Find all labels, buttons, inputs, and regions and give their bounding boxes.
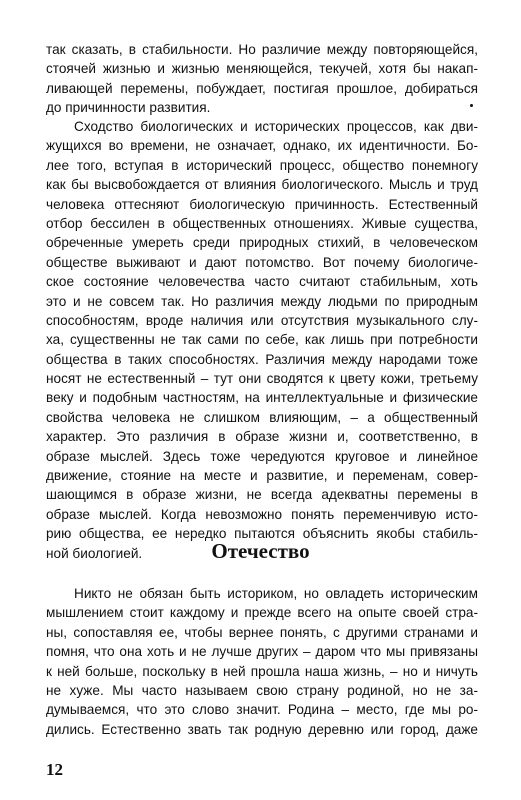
text-line: дились. Естественно звать так родную деревню или город, даже xyxy=(46,721,478,737)
text-line: образе мыслей. Когда невозможно понять переменчивую исто- xyxy=(46,506,478,522)
text-line: человека оттесняют биологическую причинность. Естественный xyxy=(46,196,478,212)
text-line: к ней больше, поскольку в ней прошла наша жизнь, – но и ничуть xyxy=(46,663,478,679)
text-line: отбор бессилен в общественных отношениях. Живые существа, xyxy=(46,215,478,231)
text-line: не хуже. Мы часто называем свою страну родиной, но не за- xyxy=(46,682,478,698)
page-number: 12 xyxy=(46,760,63,779)
stray-dot xyxy=(470,104,473,107)
text-line: рию общества, ее нередко пытаются объяснить якобы стабиль- xyxy=(46,526,478,542)
text-line: ское состояние человечества часто считают стабильным, хоть xyxy=(46,274,478,290)
text-line: обществе выживают и дают потомство. Вот почему биологиче- xyxy=(46,254,478,270)
text-line: движение, стояние на месте и развитие, и переменам, совер- xyxy=(46,468,478,484)
paragraph-biology xyxy=(46,117,478,563)
text-line: образе мыслей. Здесь тоже чередуются круговое и линейное xyxy=(46,448,478,464)
text-line: это и не совсем так. Но различия между людьми по природным xyxy=(46,293,478,309)
text-line: ны, сопоставляя ее, чтобы вернее понять, с другими странами и xyxy=(46,624,478,640)
text-line: стоячей жизнью и жизнью меняющейся, текучей, хотя бы накап- xyxy=(46,61,478,77)
text-line: веку и подобным частностям, на интеллектуальные и физические xyxy=(46,390,478,406)
text-line: лее того, вступая в исторический процесс, общество понемногу xyxy=(46,157,478,173)
text-line: шающимся в образе жизни, не всегда адекватны перемены в xyxy=(46,487,478,503)
paragraph-fatherland xyxy=(46,584,478,739)
text-line: Никто не обязан быть историком, но овладеть историческим xyxy=(74,586,478,601)
text-line: ха, существенны не так сами по себе, как лишь при потребности xyxy=(46,332,478,348)
text-line: обреченные умереть среди природных стихий, в человеческом xyxy=(46,235,478,251)
text-line: носят не естественный – тут они сводятся к цвету кожи, третьему xyxy=(46,371,478,387)
text-line: так сказать, в стабильности. Но различие между повторяющейся, xyxy=(46,42,478,57)
paragraph-continuation xyxy=(46,40,478,118)
text-line: до причинности развития. xyxy=(46,100,211,116)
text-line: мышлением стоит каждому и прежде всего на опыте своей стра- xyxy=(46,605,478,621)
text-line: помня, что она хоть и не лучше других – даром что мы привязаны xyxy=(46,644,478,660)
text-line: ливающей перемены, побуждает, постигая прошлое, добираться xyxy=(46,80,478,96)
text-line: ной биологией. xyxy=(46,545,143,561)
text-line: как бы высвобождается от влияния биологического. Мысль и труд xyxy=(46,177,478,193)
section-heading: Отечество xyxy=(211,539,310,563)
text-line: Сходство биологических и исторических процессов, как дви- xyxy=(74,119,478,134)
text-line: думываемся, что это слово значит. Родина – место, где мы ро- xyxy=(46,702,478,718)
text-line: общества в таких способностях. Различия между народами тоже xyxy=(46,351,478,367)
text-line: способностям, вроде наличия или отсутствия музыкального слу- xyxy=(46,312,478,328)
text-line: жущихся во времени, не означает, однако, их идентичности. Бо- xyxy=(46,138,478,154)
text-line: характер. Это различия в образе жизни и, соответственно, в xyxy=(46,429,478,445)
text-line: свойства человека не слишком влияющим, – а общественный xyxy=(46,409,478,425)
